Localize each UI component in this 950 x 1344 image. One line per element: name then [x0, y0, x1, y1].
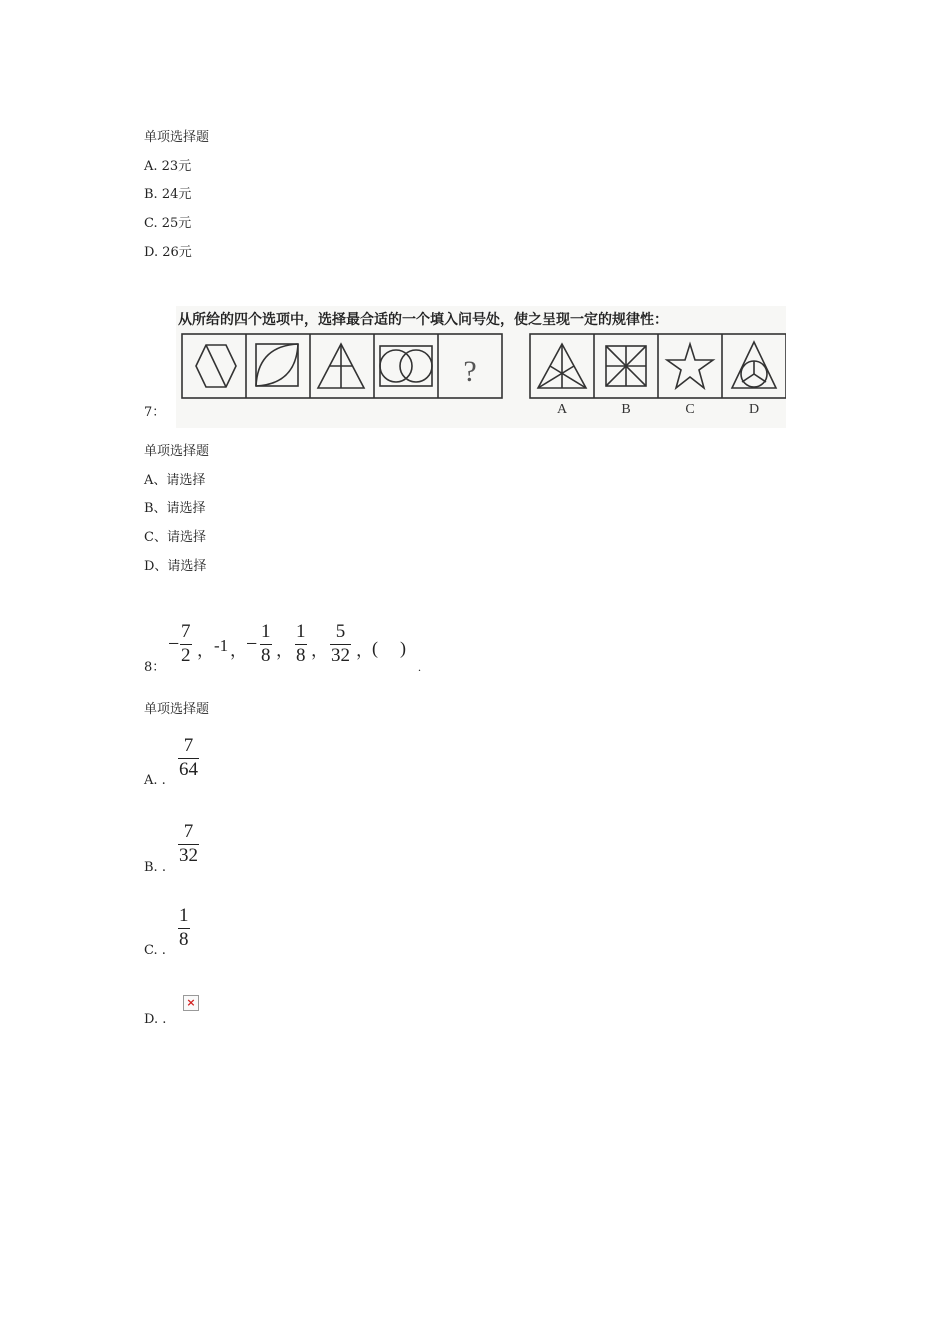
- q8-option-a-numerator: 7: [183, 735, 194, 756]
- q8-separator: ，: [356, 641, 373, 660]
- q8-type-label: 单项选择题: [144, 702, 210, 717]
- q8-answer-blank: ( ): [372, 638, 408, 658]
- q6-option-b[interactable]: B. 24元: [144, 187, 192, 202]
- q8-term1-sign: −: [168, 633, 180, 655]
- q8-separator: ，: [311, 641, 328, 660]
- q7-figure-puzzle: [176, 306, 786, 428]
- q7-figure-label-d: D: [748, 402, 760, 417]
- q8-term5-numerator: 5: [335, 621, 346, 642]
- q8-option-b-denominator: 32: [179, 845, 198, 866]
- q7-figure-label-c: C: [685, 402, 695, 417]
- q7-question-mark: ?: [463, 355, 477, 388]
- q8-option-d-label[interactable]: D. .: [144, 1012, 167, 1027]
- q7-figure-instruction: 从所给的四个选项中，选择最合适的一个填入问号处，使之呈现一定的规律性：: [178, 312, 668, 328]
- q6-option-a[interactable]: A. 23元: [144, 159, 192, 174]
- q8-term1-denominator: 2: [181, 645, 191, 666]
- broken-image-icon[interactable]: ×: [183, 995, 199, 1011]
- q8-separator: ，: [197, 641, 214, 660]
- q8-number: 8：: [144, 660, 166, 675]
- q8-option-a-denominator: 64: [179, 759, 198, 780]
- q6-option-d[interactable]: D. 26元: [144, 245, 192, 260]
- q8-option-c-denominator: 8: [179, 929, 189, 950]
- q7-option-d[interactable]: D、请选择: [144, 559, 207, 574]
- q6-option-c[interactable]: C. 25元: [144, 216, 192, 231]
- q8-term3-numerator: 1: [261, 621, 271, 642]
- q8-option-b-label[interactable]: B. .: [144, 860, 166, 875]
- q8-term1-fraction: [180, 622, 192, 666]
- q8-term4-denominator: 8: [296, 645, 306, 666]
- q8-end-mark: .: [418, 660, 421, 674]
- q8-term5-denominator: 32: [331, 645, 350, 666]
- q8-term2: -1: [214, 636, 229, 655]
- q7-number: 7：: [144, 405, 166, 420]
- q8-term4-numerator: 1: [296, 621, 306, 642]
- q8-term5-fraction: [330, 622, 351, 666]
- q8-term3-denominator: 8: [261, 645, 271, 666]
- q7-option-b[interactable]: B、请选择: [144, 501, 206, 516]
- q8-term3-sign: −: [246, 633, 258, 655]
- q7-type-label: 单项选择题: [144, 444, 210, 459]
- q8-option-c-label[interactable]: C. .: [144, 943, 166, 958]
- q7-figure-svg: [176, 306, 786, 428]
- q7-option-c[interactable]: C、请选择: [144, 530, 206, 545]
- q8-term1-numerator: 7: [181, 621, 191, 642]
- q7-figure-label-a: A: [556, 402, 568, 417]
- q8-option-b-fraction[interactable]: [178, 822, 199, 866]
- q8-option-c-fraction[interactable]: [178, 906, 190, 950]
- q8-option-b-numerator: 7: [183, 821, 194, 842]
- q8-term3-fraction: [260, 622, 272, 666]
- q8-option-a-label[interactable]: A. .: [144, 773, 166, 788]
- q8-option-a-fraction[interactable]: [178, 736, 199, 780]
- q7-option-a[interactable]: A、请选择: [144, 473, 206, 488]
- q6-type-label: 单项选择题: [144, 130, 210, 145]
- q8-separator: ，: [230, 641, 247, 660]
- q7-figure-label-b: B: [621, 402, 631, 417]
- q8-term4-fraction: [295, 622, 307, 666]
- q8-option-c-numerator: 1: [179, 905, 189, 926]
- q8-separator: ，: [276, 641, 293, 660]
